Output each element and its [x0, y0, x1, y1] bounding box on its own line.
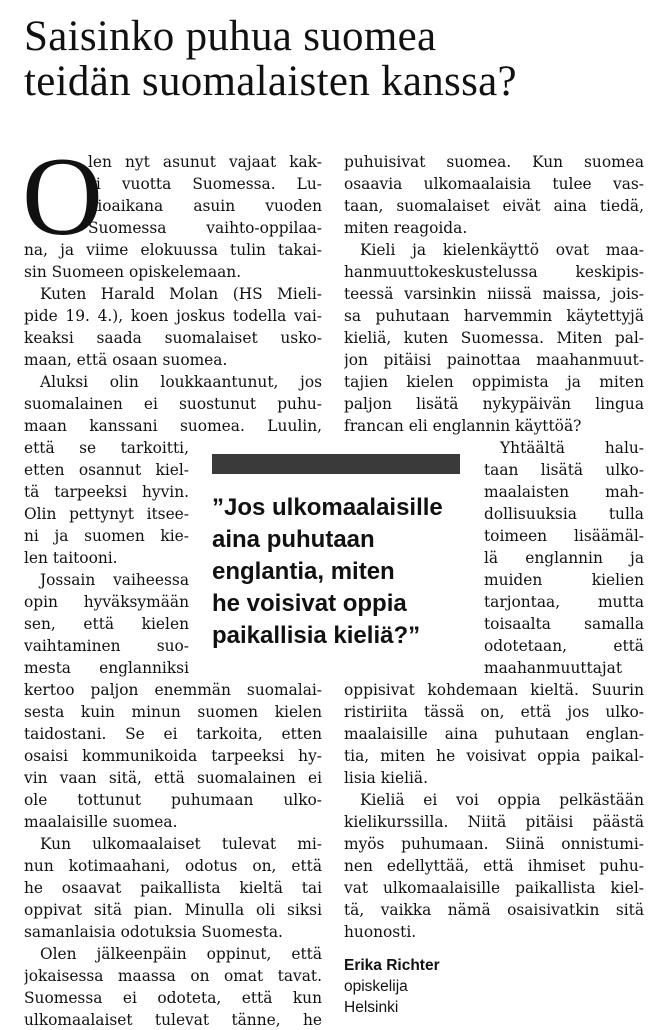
text-line: odotetaan, että — [484, 637, 644, 655]
text-line: maalaisten mah- — [484, 483, 644, 501]
text-line: ole tottunut puhumaan ulko- — [24, 791, 322, 809]
text-line: si vuotta Suomessa. Lu- — [88, 175, 322, 193]
text-line: kieliä, kuten Suomessa. Miten pal- — [344, 329, 644, 347]
text-line: huonosti. — [344, 923, 417, 941]
text-line: oppisivat kohdemaan kieltä. Suurin — [344, 681, 644, 699]
text-line: etten osannut kiel- — [24, 461, 189, 479]
text-line: muiden kielien — [484, 571, 644, 589]
text-line: miten reagoida. — [344, 219, 468, 237]
text-line: tä, vaikka nämä osaisivatkin sitä — [344, 901, 644, 919]
text-line: taan, suomalaiset eivät aina tiedä, — [344, 197, 644, 215]
text-line: Suomessa vaihto-oppilaa- — [88, 219, 322, 237]
text-line: Yhtäältä halu- — [500, 439, 644, 457]
text-line: tarjontaa, mutta — [484, 593, 644, 611]
pull-quote-line: ”Jos ulkomaalaisille — [212, 494, 443, 521]
text-line: nun kotimaahani, odotus on, että — [24, 857, 322, 875]
headline-line-2: teidän suomalaisten kanssa? — [24, 58, 517, 105]
pull-quote-line: aina puhutaan — [212, 526, 375, 553]
text-line: Suomessa ei odoteta, että kun — [24, 989, 322, 1007]
text-line: Kieli ja kielenkäyttö ovat maa- — [360, 241, 644, 259]
text-line: len taitooni. — [24, 549, 118, 567]
text-line: jon pitäisi painottaa maahanmuut- — [344, 351, 644, 369]
text-line: Jossain vaiheessa — [40, 571, 189, 589]
text-line: maan kanssani suomea. Luulin, — [24, 417, 322, 435]
text-line: Kuten Harald Molan (HS Mieli- — [40, 285, 322, 303]
text-line: tia, miten he voisivat oppia paikal- — [344, 747, 644, 765]
text-line: pide 19. 4.), koen joskus todella vai- — [24, 307, 322, 325]
text-line: Aluksi olin loukkaantunut, jos — [40, 373, 322, 391]
text-line: dollisuuksia tulla — [484, 505, 644, 523]
text-line: osaisi kommunikoida tarpeeksi hy- — [24, 747, 322, 765]
headline — [24, 14, 654, 104]
text-line: sen, että kielen — [24, 615, 189, 633]
text-line: että se tarkoitti, — [24, 439, 189, 457]
text-line: oppivat sitä pian. Minulla oli siksi — [24, 901, 322, 919]
text-line: kioaikana asuin vuoden — [88, 197, 322, 215]
text-line: sin Suomeen opiskelemaan. — [24, 263, 242, 281]
text-line: keaksi saada suomalaiset usko- — [24, 329, 322, 347]
text-line: na, ja viime elokuussa tulin takai- — [24, 241, 322, 259]
text-line: lisia kieliä. — [344, 769, 429, 787]
text-line: sa puhutaan harvemmin käytettyjä — [344, 307, 644, 325]
text-line: len nyt asunut vajaat kak- — [88, 153, 322, 171]
text-line: vin vaan sitä, että suomalainen ei — [24, 769, 322, 787]
drop-cap: O — [22, 135, 103, 259]
text-line: nen edellyttää, että ihmiset puhu- — [344, 857, 644, 875]
text-line: Kieliä ei voi oppia pelkästään — [360, 791, 644, 809]
pull-quote-line: he voisivat oppia — [212, 590, 407, 617]
text-line: mesta englanniksi — [24, 659, 189, 677]
text-line: kertoo paljon enemmän suomalai- — [24, 681, 322, 699]
text-line: tä tarpeeksi hyvin. — [24, 483, 189, 501]
text-line: ulkomaalaiset tulevat tänne, he — [24, 1011, 322, 1029]
text-line: hanmuuttokeskustelussa keskipis- — [344, 263, 644, 281]
text-line: sesta kuin minun suomen kielen — [24, 703, 322, 721]
text-line: samanlaisia odotuksia Suomesta. — [24, 923, 283, 941]
text-line: opin hyväksymään — [24, 593, 189, 611]
text-line: he osaavat paikallista kieltä tai — [24, 879, 322, 897]
text-line: ni ja suomen kie- — [24, 527, 189, 545]
text-line: taidostani. Se ei tarkoita, etten — [24, 725, 322, 743]
pull-quote-bar — [212, 454, 460, 474]
text-line: tajien kielen oppimista ja miten — [344, 373, 644, 391]
text-line: paljon lisätä nykypäivän lingua — [344, 395, 644, 413]
text-line: puhuisivat suomea. Kun suomea — [344, 153, 644, 171]
text-line: maalaisille aina puhutaan englan- — [344, 725, 644, 743]
text-line: suomalainen ei suostunut puhu- — [24, 395, 322, 413]
text-line: francan eli englannin käyttöä? — [344, 417, 582, 435]
text-line: Kun ulkomaalaiset tulevat mi- — [40, 835, 322, 853]
text-line: maalaisille suomea. — [24, 813, 178, 831]
text-line: vaihtaminen suo- — [24, 637, 189, 655]
text-line: Olen jälkeenpäin oppinut, että — [40, 945, 322, 963]
text-line: kielikurssilla. Niitä pitäisi päästä — [344, 813, 644, 831]
text-line: taan lisätä ulko- — [484, 461, 644, 479]
text-line: teessä varsinkin niissä maissa, jois- — [344, 285, 644, 303]
author-city: Helsinki — [344, 999, 399, 1016]
headline-line-1: Saisinko puhua suomea — [24, 13, 437, 60]
text-line: Olin pettynyt itsee- — [24, 505, 189, 523]
pull-quote-line: englantia, miten — [212, 558, 395, 585]
pull-quote-line: paikallisia kieliä?” — [212, 622, 421, 649]
text-line: toisaalta samalla — [484, 615, 644, 633]
text-line: myös puhumaan. Siinä onnistumi- — [344, 835, 644, 853]
author-name: Erika Richter — [344, 957, 440, 974]
text-line: lä englannin ja — [484, 549, 644, 567]
text-line: osaavia ulkomaalaisia tulee vas- — [344, 175, 644, 193]
text-line: maahanmuuttajat — [484, 659, 623, 677]
text-line: maan, että osaan suomea. — [24, 351, 228, 369]
author-role: opiskelija — [344, 978, 408, 995]
text-line: vat ulkomaalaisille paikallista kiel- — [344, 879, 644, 897]
text-line: jokaisessa maassa on omat tavat. — [24, 967, 322, 985]
text-line: toimeen lisäämäl- — [484, 527, 644, 545]
text-line: ristiriita tässä on, että jos ulko- — [344, 703, 644, 721]
pull-quote — [212, 492, 474, 652]
